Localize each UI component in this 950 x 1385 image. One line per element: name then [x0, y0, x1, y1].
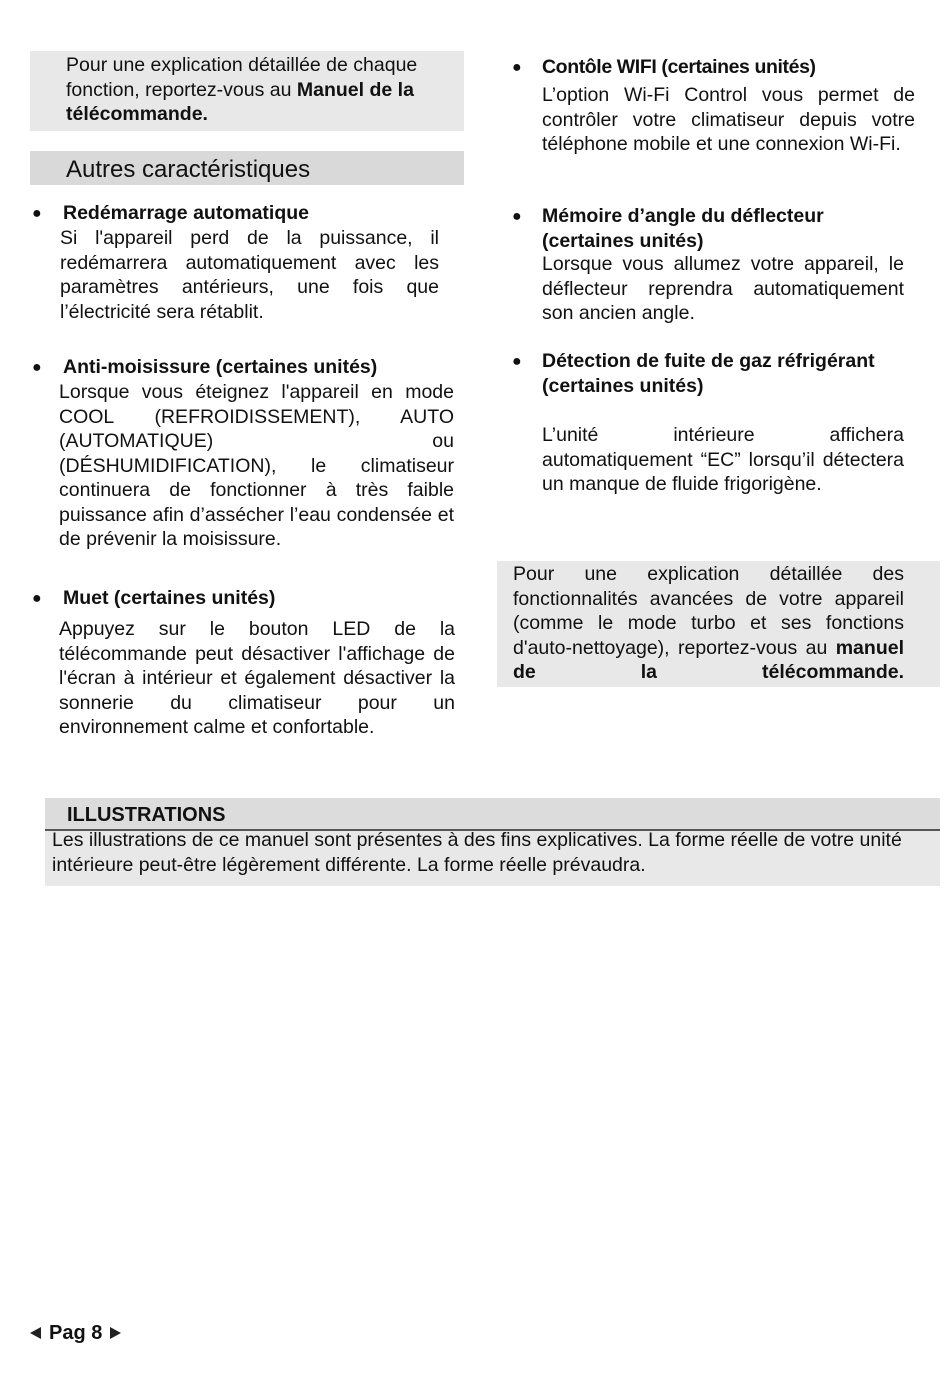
- advanced-features-text: Pour une explication détaillée des fonctionnalités avancées de votre appareil (comme le mode turbo et ses fonctions d'auto-nettoyage), reportez-vous au manuel de la télécommande.: [513, 563, 904, 683]
- bullet-icon: ●: [512, 353, 522, 370]
- feature-body: Si l'appareil perd de la puissance, il redémarrera automatiquement avec les paramètres antérieurs, une fois que l’électricité sera rétablit.: [60, 227, 439, 323]
- remote-manual-bold: manuel de la télécommande.: [513, 636, 904, 683]
- feature-body: Lorsque vous allumez votre appareil, le déflecteur reprendra automatiquement son ancien angle.: [542, 253, 904, 324]
- feature-title: Redémarrage automatique: [63, 202, 309, 224]
- illustrations-header: [45, 798, 940, 831]
- feature-body: Appuyez sur le bouton LED de la télécommande peut désactiver l'affichage de l'écran à intérieur et également désactiver la sonnerie du climatiseur pour un environnement calme et confortable.: [59, 618, 455, 738]
- section-title: Autres caractéristiques: [66, 156, 311, 183]
- illustrations-box: [45, 798, 940, 886]
- feature-title: Anti-moisissure (certaines unités): [63, 356, 378, 378]
- section-heading: [30, 151, 464, 185]
- next-page-icon: [110, 1327, 121, 1339]
- feature-body: L’option Wi-Fi Control vous permet de contrôler votre climatiseur depuis votre téléphone mobile et une connexion Wi-Fi.: [542, 84, 915, 155]
- feature-title: Mémoire d’angle du déflecteur (certaines unités): [542, 205, 824, 252]
- bullet-icon: ●: [32, 590, 42, 607]
- manual-reference-bold: Manuel de la télécommande.: [66, 78, 414, 125]
- previous-page-icon: [30, 1327, 41, 1339]
- page-footer: [30, 1320, 121, 1346]
- feature-title: Muet (certaines unités): [63, 587, 276, 609]
- manual-reference-text: Pour une explication détaillée de chaque fonction, reportez-vous au Manuel de la télécommande.: [66, 54, 418, 125]
- illustrations-text: Les illustrations de ce manuel sont présentes à des fins explicatives. La forme réelle de votre unité intérieure peut-être légèrement différente. La forme réelle prévaudra.: [52, 829, 902, 876]
- feature-title: Contôle WIFI (certaines unités): [542, 56, 816, 78]
- feature-body: L’unité intérieure affichera automatiquement “EC” lorsqu’il détectera un manque de fluide frigorigène.: [542, 424, 904, 495]
- illustrations-title: ILLUSTRATIONS: [67, 804, 226, 826]
- feature-title: Détection de fuite de gaz réfrigérant (certaines unités): [542, 350, 875, 397]
- bullet-icon: ●: [32, 359, 42, 376]
- feature-body: Lorsque vous éteignez l'appareil en mode COOL (REFROIDISSEMENT), AUTO (AUTOMATIQUE) ou (DÉSHUMIDIFICATION), le climatiseur continuera de fonctionner à très faible puissance afin d’assécher l’eau condensée et de prévenir la moisissure.: [59, 381, 454, 550]
- bullet-icon: ●: [512, 208, 522, 225]
- advanced-features-note: [497, 561, 940, 687]
- bullet-icon: ●: [512, 59, 522, 76]
- bullet-icon: ●: [32, 205, 42, 222]
- manual-reference-note: [30, 51, 464, 131]
- page-number: Pag 8: [49, 1321, 103, 1344]
